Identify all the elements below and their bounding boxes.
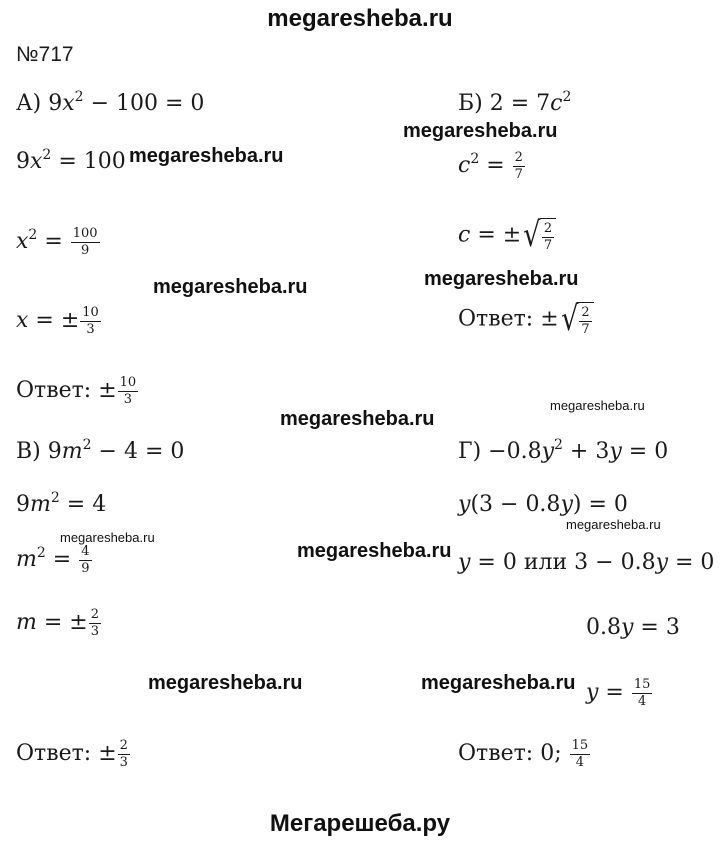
b-equation: Б) $2 = 7c^2$ xyxy=(458,89,572,116)
fraction: $\frac{2}{3}$ xyxy=(90,607,100,639)
fraction: 2 7 xyxy=(581,305,590,337)
b-answer: Ответ: ± √ 2 7 xyxy=(458,302,594,337)
problem-number: №717 xyxy=(16,43,74,66)
watermark: megaresheba.ru xyxy=(421,672,576,694)
v-step-2: $m^2$ = $\frac{4}{9}$ xyxy=(16,544,90,576)
b-step-1: $c^2$ = $\frac{2}{7}$ xyxy=(458,150,523,182)
watermark: megaresheba.ru xyxy=(403,120,558,142)
fraction: $\frac{15}{4}$ xyxy=(633,677,651,709)
fraction: $\frac{15}{4}$ xyxy=(571,738,589,770)
a-step-1: $9x^2 = 100$ xyxy=(16,147,126,174)
watermark-small: megaresheba.ru xyxy=(550,398,645,413)
watermark: megaresheba.ru xyxy=(297,540,452,562)
g-step-2: y = 0 или 3 − 0.8y = 0 xyxy=(458,550,715,575)
g-step-1: y(3 − 0.8y) = 0 xyxy=(458,492,628,517)
g-step-4: y = $\frac{15}{4}$ xyxy=(586,677,651,709)
fraction: $\frac{2}{7}$ xyxy=(514,150,523,182)
watermark-small: megaresheba.ru xyxy=(60,530,155,545)
v-answer: Ответ: ± $\frac{2}{3}$ xyxy=(16,738,128,770)
v-step-3: m = ± $\frac{2}{3}$ xyxy=(16,607,100,639)
watermark: megaresheba.ru xyxy=(280,408,435,430)
b-step-2: c = ± √ 2 7 xyxy=(458,218,556,253)
v-step-1: $9m^2 = 4$ xyxy=(16,490,107,517)
site-footer: Мегарешеба.ру xyxy=(269,810,451,837)
g-answer: Ответ: 0; $\frac{15}{4}$ xyxy=(458,738,589,770)
watermark: megaresheba.ru xyxy=(148,672,303,694)
a-step-3: x = ± $\frac{10}{3}$ xyxy=(16,305,99,337)
fraction: 2 7 xyxy=(543,221,553,253)
fraction: $\frac{2}{3}$ xyxy=(119,738,128,770)
watermark: megaresheba.ru xyxy=(129,145,284,167)
a-step-2: $x^2$ = $\frac{100}{9}$ xyxy=(16,226,98,258)
a-answer: Ответ: ± $\frac{10}{3}$ xyxy=(16,375,137,407)
watermark: megaresheba.ru xyxy=(424,268,579,290)
g-step-3: 0.8y = 3 xyxy=(586,615,680,640)
g-equation: $Г) -0.8y^2 + 3y = 0$ xyxy=(458,437,669,464)
a-equation: А) $9x^2 - 100 = 0$ xyxy=(16,89,205,116)
fraction: $\frac{4}{9}$ xyxy=(81,544,90,576)
watermark-small: megaresheba.ru xyxy=(566,517,661,532)
fraction: $\frac{100}{9}$ xyxy=(72,226,98,258)
v-equation: В) $9m^2 - 4 = 0$ xyxy=(16,437,185,464)
site-header: megaresheba.ru xyxy=(267,5,453,32)
fraction: $\frac{10}{3}$ xyxy=(82,305,99,337)
watermark: megaresheba.ru xyxy=(153,276,308,298)
fraction: $\frac{10}{3}$ xyxy=(119,375,137,407)
square-root: √ 2 7 xyxy=(521,218,556,253)
square-root: √ 2 7 xyxy=(559,302,594,337)
